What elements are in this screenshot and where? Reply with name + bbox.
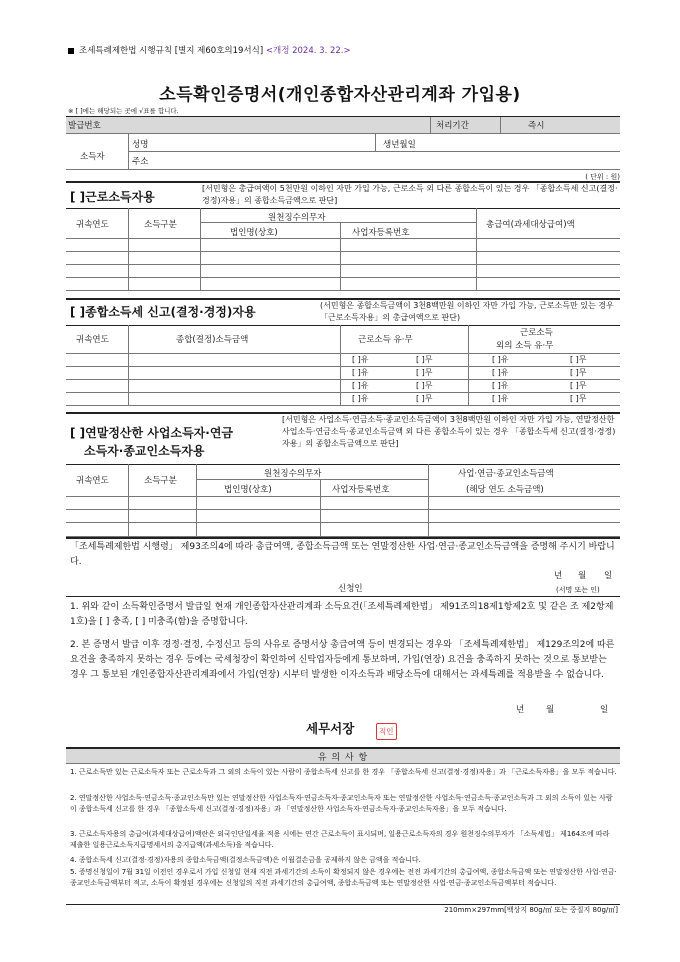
sec2-col-labor: 근로소득 유·무 xyxy=(358,335,413,345)
request-day: 일 xyxy=(604,571,613,581)
sec3-title xyxy=(70,424,233,460)
issue-no-label: 발급번호 xyxy=(68,121,101,131)
sec1-title-text: 근로소득자용 xyxy=(85,190,155,204)
name-label: 성명 xyxy=(132,140,149,150)
labor-no-checkbox[interactable]: [ ]무 xyxy=(416,381,433,390)
sec1-title xyxy=(70,188,155,205)
other-yes-checkbox[interactable]: [ ]유 xyxy=(492,381,509,390)
revision-date: <개정 2024. 3. 22.> xyxy=(265,46,351,56)
sec1-col-total: 총급여(과세대상급여)액 xyxy=(486,220,575,230)
sec1-col-payer: 원천징수의무자 xyxy=(268,213,326,223)
labor-yes-checkbox[interactable]: [ ]유 xyxy=(352,355,369,364)
sec3-title-line1: 연말정산한 사업소득자·연금 xyxy=(85,426,233,440)
sec1-desc: [서민형은 총급여액이 5천만원 이하인 자만 가입 가능, 근로소득 외 다른 종합소득이 있는 경우 「종합소득세 신고(결정·경정)자용」의 종합소득금액으로 판단] xyxy=(202,184,618,205)
income-earner-label: 소득자 xyxy=(80,152,105,162)
notice-item-2: 2. 연말정산한 사업소득·연금소득·종교인소득만 있는 연말정산한 사업소득자·연금소득자·종교인소득자 또는 연말정산한 사업소득·연금소득·종교인소득과 그 외의 소득이 있는 사람이 종합소득세 신고를 한 경우 「종합소득세 신고(결정·경정)자용」과 「연말정산한 사업소득자·연금소득자·종교인소득자용」을 모두 적습니다. xyxy=(70,794,613,813)
sec1-col-biz: 사업자등록번호 xyxy=(352,228,410,238)
other-yes-checkbox[interactable]: [ ]유 xyxy=(492,368,509,377)
birth-label: 생년월일 xyxy=(383,140,416,150)
sec2-desc: (서민형은 종합소득금액이 3천8백만원 이하인 자만 가입 가능, 근로소득만 있는 경우 「근로소득자용」의 총급여액으로 판단) xyxy=(320,301,614,322)
unit-label: ( 단위 : 원) xyxy=(585,173,620,181)
sec3-desc: [서민형은 사업소득·연금소득·종교인소득금액이 3천8백만원 이하인 자만 가입 가능, 연말정산한 사업소득·연금소득·종교인소득금액 외 다른 종합소득이 있는 경우 「종합소득세 신고(결정·경정)자용」의 종합소득금액으로 판단] xyxy=(282,415,616,448)
address-label: 주소 xyxy=(132,157,149,167)
form-header xyxy=(68,44,351,56)
sec3-col-year: 귀속연도 xyxy=(76,476,109,486)
sec2-col-income: 종합(결정)소득금액 xyxy=(176,335,249,345)
labor-yes-checkbox[interactable]: [ ]유 xyxy=(352,394,369,403)
request-month: 월 xyxy=(578,571,587,581)
issue-day: 일 xyxy=(600,705,609,715)
other-no-checkbox[interactable]: [ ]무 xyxy=(570,355,587,364)
applicant-label: 신청인 xyxy=(338,584,363,594)
sec3-checkbox[interactable]: [ ] xyxy=(70,426,86,440)
other-no-checkbox[interactable]: [ ]무 xyxy=(570,394,587,403)
sec3-col-amount-1: 사업·연금·종교인소득금액 xyxy=(458,469,554,479)
page-title: 소득확인증명서(개인종합자산관리계좌 가입용) xyxy=(159,85,521,105)
notice-item-5: 5. 증명신청일이 7월 31일 이전인 경우로서 가입 신청일 현재 직전 과세기간의 소득이 확정되지 않은 경우에는 전전 과세기간의 총급여액, 종합소득금액 또는 연말정산한 사업·연금·종교인소득금액부터 적고, 소득이 확정된 경우에는 신청일의 직전 과세기간의 총급여액, 종합소득금액 또는 연말정산한 사업·연금·종교인소득금액부터 적습니다. xyxy=(70,868,617,887)
notice-item-3: 3. 근로소득자용의 총급여(과세대상급여)액란은 외국인단일세율 적용 시에는 연간 근로소득이 표시되며, 일용근로소득자의 경우 원천징수의무자가 「소득세법」 제164조에 따라 제출한 일용근로소득지급명세서의 총지급액(과세소득)을 적습니다. xyxy=(70,830,610,849)
official-seal xyxy=(376,719,397,740)
issue-year: 년 xyxy=(516,705,525,715)
labor-no-checkbox[interactable]: [ ]무 xyxy=(416,394,433,403)
other-no-checkbox[interactable]: [ ]무 xyxy=(570,381,587,390)
seal-stamp: 직인 xyxy=(376,723,397,740)
other-no-checkbox[interactable]: [ ]무 xyxy=(570,368,587,377)
notice-item-4: 4. 종합소득세 신고(결정·경정)자용의 종합소득금액(결정소득금액)은 이월결손금을 공제하지 않은 금액을 적습니다. xyxy=(70,856,421,864)
sec2-col-year: 귀속연도 xyxy=(76,335,109,345)
sec2-col-other-1: 근로소득 xyxy=(520,328,553,338)
request-year: 년 xyxy=(554,571,563,581)
sec2-col-other-2: 외의 소득 유·무 xyxy=(496,341,554,351)
request-text: 「조세특례제한법 시행령」 제93조의4에 따라 총급여액, 종합소득금액 또는 연말정산한 사업·연금·종교인소득금액을 증명해 주시기 바랍니다. xyxy=(70,542,615,567)
statement-2: 2. 본 증명서 발급 이후 경정·결정, 수정신고 등의 사유로 증명서상 총급여액 등이 변경되는 경우와 「조세특례제한법」 제129조의2에 따른 요건을 충족하지 못하는 경우 등에는 국세청장이 확인하여 신탁업자등에게 통보하며, 가입(연장) 요건을 충족하지 못하는 것으로 통보받는 경우 그 통보된 개인종합자산관리계좌에서 가입(연장) 시부터 발생한 이자소득과 배당소득에 대해서는 과세특례를 적용받을 수 없습니다. xyxy=(70,640,615,680)
proc-period-value: 즉시 xyxy=(528,121,545,131)
sec2-title xyxy=(70,303,256,320)
statement-1: 1. 위와 같이 소득확인증명서 발급일 현재 개인종합자산관리계좌 소득요건(「조세특례제한법」 제91조의18제1항제2호 및 같은 조 제2항제1호)을 [ ] 충족, [ ] 미충족(함)을 증명합니다. xyxy=(70,602,614,627)
check-note: ※ [ ]에는 해당되는 곳에 √표를 합니다. xyxy=(68,107,179,115)
notice-title: 유 의 사 항 xyxy=(317,753,369,763)
sec2-checkbox[interactable]: [ ] xyxy=(70,305,86,319)
notice-item-1: 1. 근로소득만 있는 근로소득자 또는 근로소득과 그 외의 소득이 있는 사람이 종합소득세 신고를 한 경우 「종합소득세 신고(결정·경정)자용」과 「근로소득자용」을 모두 적습니다. xyxy=(70,768,617,776)
tax-office-label: 세무서장 xyxy=(306,721,355,736)
sec3-col-type: 소득구분 xyxy=(144,476,177,486)
sec1-col-type: 소득구분 xyxy=(144,220,177,230)
sec3-title-line2: 소득자·종교인소득자용 xyxy=(84,444,205,458)
sec1-col-year: 귀속연도 xyxy=(76,220,109,230)
applicant-sign[interactable]: (서명 또는 인) xyxy=(556,586,600,594)
other-yes-checkbox[interactable]: [ ]유 xyxy=(492,394,509,403)
paper-spec: 210mm×297mm[백상지 80g/㎡ 또는 중질지 80g/㎡] xyxy=(444,906,618,914)
labor-yes-checkbox[interactable]: [ ]유 xyxy=(352,381,369,390)
sec1-col-corp: 법인명(상호) xyxy=(230,228,278,238)
sec3-col-biz: 사업자등록번호 xyxy=(332,485,390,495)
sec1-checkbox[interactable]: [ ] xyxy=(70,190,86,204)
sec2-title-text: 종합소득세 신고(결정·경정)자용 xyxy=(85,305,256,319)
labor-no-checkbox[interactable]: [ ]무 xyxy=(416,355,433,364)
other-yes-checkbox[interactable]: [ ]유 xyxy=(492,355,509,364)
square-bullet-icon xyxy=(68,48,74,54)
issue-month: 월 xyxy=(546,705,555,715)
labor-no-checkbox[interactable]: [ ]무 xyxy=(416,368,433,377)
proc-period-label: 처리기간 xyxy=(436,121,469,131)
regulation-label: 조세특례제한법 시행규칙 [별지 제60호의19서식] xyxy=(79,46,264,56)
labor-yes-checkbox[interactable]: [ ]유 xyxy=(352,368,369,377)
sec3-col-payer: 원천징수의무자 xyxy=(264,469,322,479)
sec3-col-amount-2: (해당 연도 소득금액) xyxy=(466,485,544,495)
sec3-col-corp: 법인명(상호) xyxy=(224,485,272,495)
